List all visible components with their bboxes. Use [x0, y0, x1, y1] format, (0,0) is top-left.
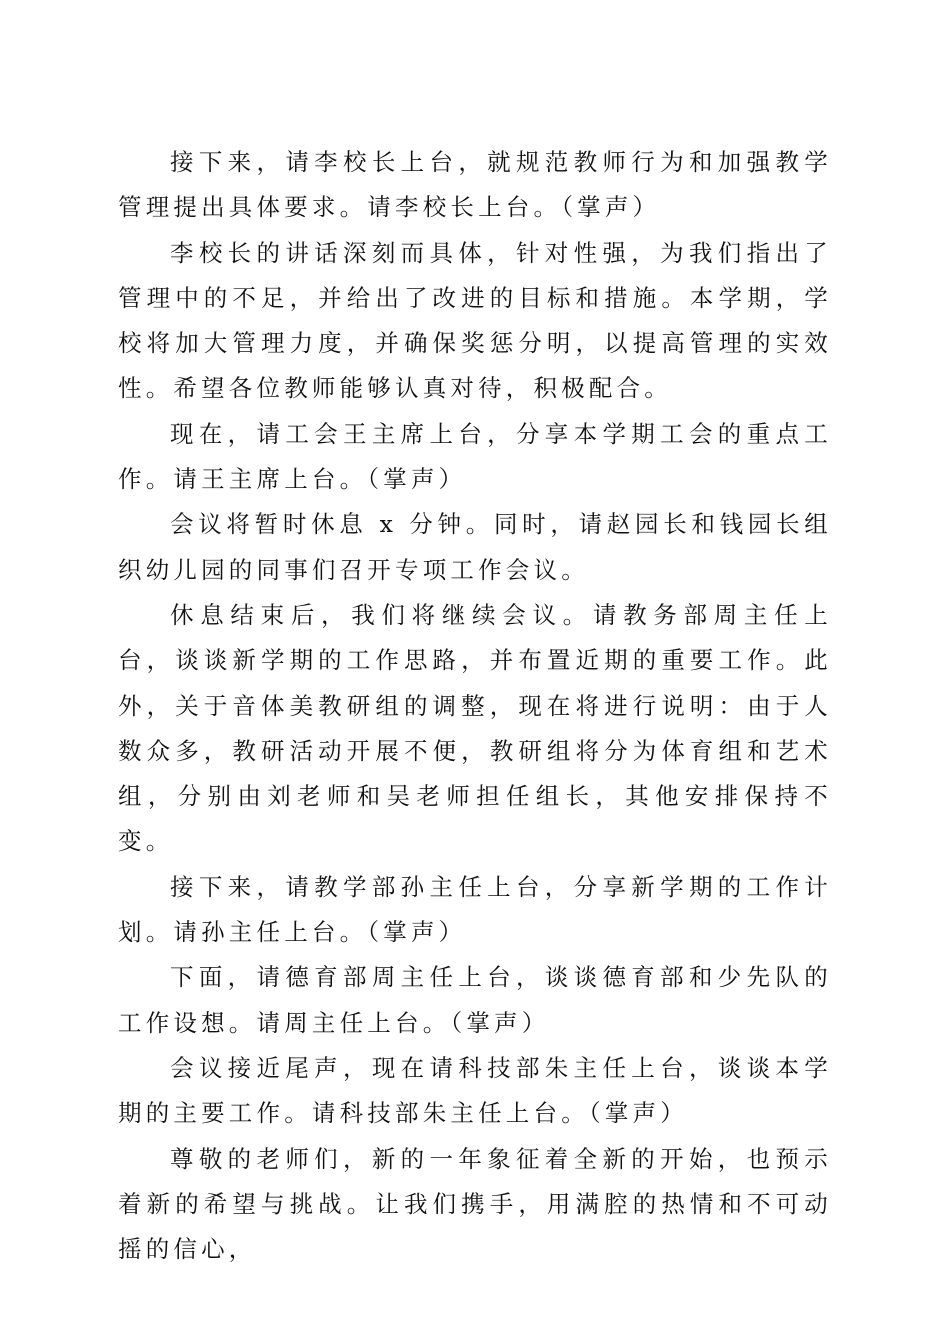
paragraph-7: 下面，请德育部周主任上台，谈谈德育部和少先队的工作设想。请周主任上台。（掌声） [118, 963, 832, 1037]
paragraph-3: 现在，请工会王主席上台，分享本学期工会的重点工作。请王主席上台。（掌声） [118, 419, 832, 494]
paragraph-8: 会议接近尾声，现在请科技部朱主任上台，谈谈本学期的主要工作。请科技部朱主任上台。（掌声） [118, 1053, 832, 1128]
document-body [118, 140, 832, 1272]
paragraph-5: 休息结束后，我们将继续会议。请教务部周主任上台，谈谈新学期的工作思路，并布置近期的重要工作。此外，关于音体美教研组的调整，现在将进行说明：由于人数众多，教研活动开展不便，教研组将分为体育组和艺术组，分别由刘老师和吴老师担任组长，其他安排保持不变。 [118, 600, 832, 856]
paragraph-2: 李校长的讲话深刻而具体，针对性强，为我们指出了管理中的不足，并给出了改进的目标和措施。本学期，学校将加大管理力度，并确保奖惩分明，以提高管理的实效性。希望各位教师能够认真对待，积极配合。 [118, 238, 832, 403]
paragraph-1: 接下来，请李校长上台，就规范教师行为和加强教学管理提出具体要求。请李校长上台。（掌声） [118, 148, 832, 222]
paragraph-9: 尊敬的老师们，新的一年象征着全新的开始，也预示着新的希望与挑战。让我们携手，用满腔的热情和不可动摇的信心， [118, 1144, 832, 1264]
paragraph-4: 会议将暂时休息 x 分钟。同时，请赵园长和钱园长组织幼儿园的同事们召开专项工作会议。 [118, 510, 832, 584]
paragraph-6: 接下来，请教学部孙主任上台，分享新学期的工作计划。请孙主任上台。（掌声） [118, 872, 832, 947]
